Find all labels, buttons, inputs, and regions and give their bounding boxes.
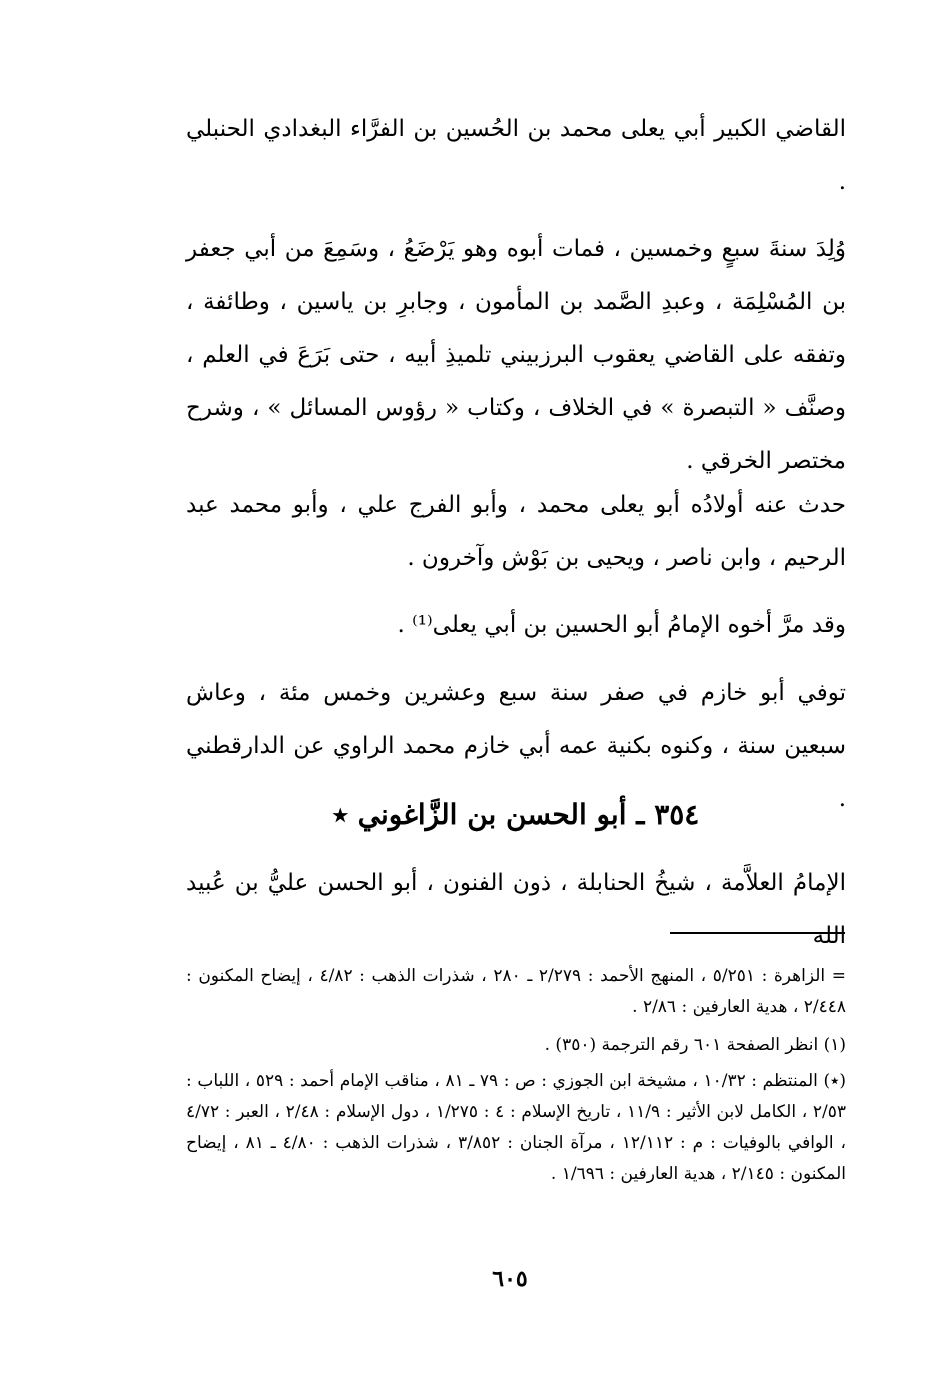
footnote-continued: = الزاهرة : ٥/٢٥١ ، المنهج الأحمد : ٢/٢٧٩ ـ ٢٨٠ ، شذرات الذهب : ٤/٨٢ ، إيضاح المكنون : ٢/٤٤٨ ، هدية العارفين : ٢/٨٦ . [186,966,846,1017]
paragraph-entry-intro: الإمامُ العلاَّمة ، شيخُ الحنابلة ، ذون الفنون ، أبو الحسن عليُّ بن عُبيد الله [186,870,846,949]
paragraph-lineage: القاضي الكبير أبي يعلى محمد بن الحُسين بن الفرَّاء البغدادي الحنبلي . [186,116,847,195]
page-number: ٦٠٥ [492,1266,528,1292]
footnote-asterisk: (٭) المنتظم : ١٠/٣٢ ، مشيخة ابن الجوزي : ص : ٧٩ ـ ٨١ ، مناقب الإمام أحمد : ٥٢٩ ، اللباب : ٢/٥٣ ، الكامل لابن الأثير : ١١/٩ ، تاريخ الإسلام : ٤ : ١/٢٧٥ ، دول الإسلام : ٢/٤٨ ، العبر : ٤/٧٢ ، الوافي بالوفيات : م : ١٢/١١٢ ، مرآة الجنان : ٣/٨٥٢ ، شذرات الذهب : ٤/٨٠ ـ ٨١ ، إيضاح المكنون : ٢/١٤٥ ، هدية العارفين : ١/٦٩٦ . [186,1071,846,1184]
footnote-divider [670,932,845,934]
footnote-1: (١) انظر الصفحة ٦٠١ رقم الترجمة (٣٥٠) . [544,1035,846,1055]
entry-heading: ٣٥٤ ـ أبو الحسن بن الزَّاغوني ٭ [332,798,700,831]
paragraph-narrators: حدث عنه أولادُه أبو يعلى محمد ، وأبو الفرج علي ، وأبو محمد عبد الرحيم ، وابن ناصر ، ويحيى بن بَوْش وآخرون . [186,492,846,571]
paragraph-birth-and-studies: وُلِدَ سنةَ سبعٍ وخمسين ، فمات أبوه وهو يَرْضَعُ ، وسَمِعَ من أبي جعفر بن المُسْلِمَة ، وعبدِ الصَّمد بن المأمون ، وجابرِ بن ياسين ، وطائفة ، وتفقه على القاضي يعقوب البرزبيني تلميذِ أبيه ، حتى بَرَعَ في العلم ، وصنَّف « التبصرة » في الخلاف ، وكتاب « رؤوس المسائل » ، وشرح مختصر الخرقي . [186,236,846,474]
paragraph-brother: وقد مرَّ أخوه الإمامُ أبو الحسين بن أبي يعلى⁽¹⁾ . [397,612,846,638]
paragraph-death: توفي أبو خازم في صفر سنة سبع وعشرين وخمس مئة ، وعاش سبعين سنة ، وكنوه بكنية عمه أبي خازم محمد الراوي عن الدارقطني . [186,680,846,812]
